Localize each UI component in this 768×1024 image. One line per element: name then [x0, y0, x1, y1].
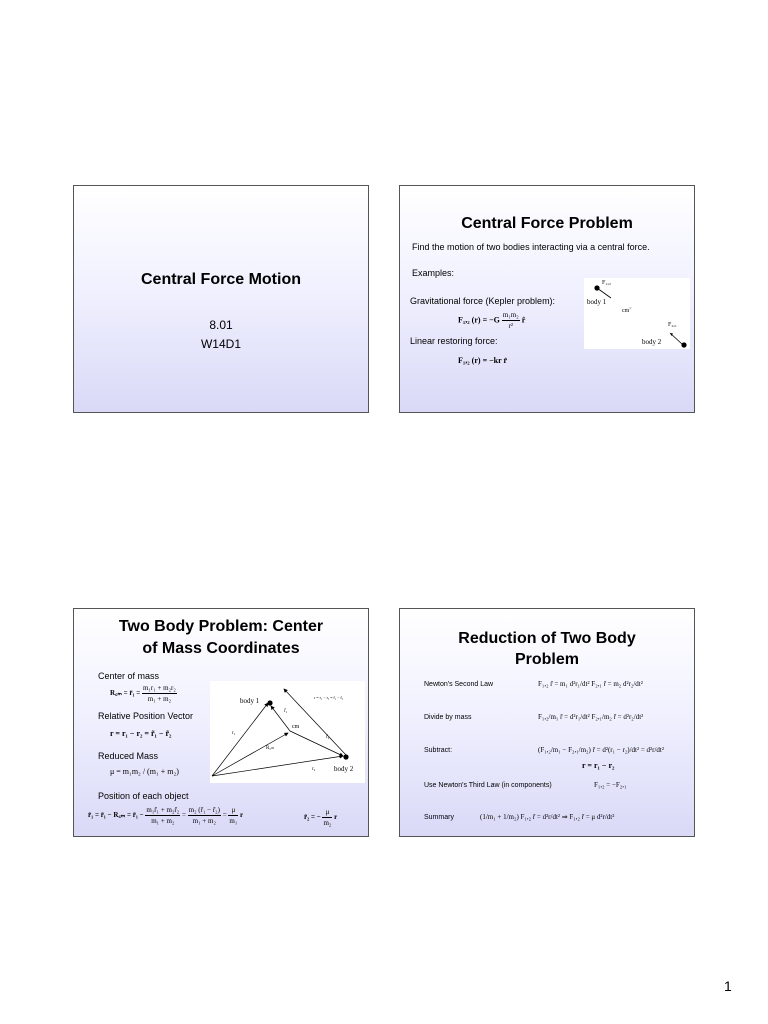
pos-eq-lhs: r̃₁ = r̃₁ − R꜀ₘ = r̃₁ −	[88, 811, 144, 820]
cm-marker: ×	[629, 307, 632, 312]
body-2-dot	[681, 342, 686, 347]
position-label: Position of each object	[98, 791, 189, 801]
body-2-dot	[343, 754, 348, 759]
grav-eq-rhs: r̂	[521, 315, 526, 325]
gravitational-label: Gravitational force (Kepler problem):	[410, 296, 556, 306]
slide-title-line2: Problem	[514, 651, 579, 668]
rcm-vector	[212, 733, 288, 776]
slide-two-body-com	[73, 608, 369, 837]
r1-label: r₁	[232, 731, 236, 736]
linear-label: Linear restoring force:	[410, 336, 498, 346]
pos-eq-den2: m₁ + m₂	[192, 817, 216, 825]
row-label-summary: Summary	[424, 814, 454, 821]
com-eq-lhs: R꜀ₘ = r̃₁ =	[110, 689, 141, 698]
slide-central-force-motion	[73, 185, 369, 413]
slide-central-force-problem	[399, 185, 695, 413]
central-force-svg	[584, 278, 690, 349]
pos-eq2-lhs: r̃₂ = −	[304, 813, 321, 822]
relative-vector-label: r = r₁ − r₂ = r̃₁ − r̃₂	[314, 695, 344, 700]
center-of-mass-label: Center of mass	[98, 671, 160, 681]
relative-position-label: Relative Position Vector	[98, 711, 194, 721]
slide-title-line1: Reduction of Two Body	[458, 630, 636, 647]
pos-eq-den3: m₁	[229, 817, 238, 825]
r2-vector	[212, 756, 343, 776]
reduced-mass-label: Reduced Mass	[98, 751, 159, 761]
position-equation-1	[88, 805, 243, 826]
row-label-divide-by-mass: Divide by mass	[424, 714, 472, 721]
f12-label: F₁,₂	[602, 280, 612, 286]
f21-label: F₂,₁	[668, 322, 678, 328]
body-1-label: body 1	[240, 697, 260, 705]
course-number: 8.01	[209, 318, 233, 332]
row-label-subtract: Subtract:	[424, 747, 453, 754]
row-label-third-law: Use Newton's Third Law (in components)	[424, 782, 552, 789]
page-number: 1	[724, 978, 732, 994]
row-eq-relative: r = r₁ − r₂	[582, 761, 615, 770]
grav-eq-num: m₁m₂	[502, 311, 519, 319]
pos-eq-num1: m₁r̃₁ + m₂r̃₂	[146, 806, 180, 814]
r1-vector	[212, 703, 268, 776]
cm-label: cm	[292, 724, 300, 730]
slide-title: Central Force Motion	[140, 271, 301, 288]
body-1-dot	[267, 700, 272, 705]
grav-eq-lhs: F₁,₂ (r) = −G	[458, 315, 500, 325]
body-2-label: body 2	[334, 765, 354, 773]
linear-equation: F₁,₂ (r) = −kr r̂	[458, 356, 508, 365]
body-2-label: body 2	[642, 338, 662, 346]
pos-eq-den1: m₁ + m₂	[151, 817, 175, 825]
gravitational-equation	[458, 310, 525, 331]
pos-eq-rhs: r	[240, 811, 244, 820]
slide-title-line1: Two Body Problem: Center	[118, 618, 324, 635]
row-eq-subtract: (F₁,₂/m₁ − F₂,₁/m₂) r̂ = d²(r₁ − r₂)/dt² = d²r/dt²	[538, 746, 664, 754]
grav-eq-den: r²	[508, 322, 514, 330]
com-coordinates-diagram	[210, 681, 365, 783]
pos-eq-mid: =	[181, 811, 186, 820]
body-1-dot	[594, 285, 599, 290]
slide-reduction-two-body	[399, 608, 695, 837]
pos-eq-num2: m₂ (r̃₁ − r̃₂)	[188, 806, 220, 814]
reduced-mass-equation: μ = m₁m₂ / (m₁ + m₂)	[110, 767, 179, 776]
row-eq-newton-second-law: F₁,₂ r̂ = m₁ d²r₁/dt² F₂,₁ r̂ = m₂ d²r₂/dt²	[538, 680, 643, 688]
session-code: W14D1	[200, 337, 241, 351]
central-force-diagram	[584, 278, 690, 349]
position-equation-2	[304, 807, 337, 828]
pos-eq-mid2: =	[222, 811, 227, 820]
pos-eq-num3: μ	[228, 805, 238, 816]
r2-prime-label: r̃₂	[326, 735, 330, 740]
slide-title: Central Force Problem	[461, 215, 633, 232]
row-eq-summary: (1/m₁ + 1/m₂) F₁,₂ r̂ = d²r/dt² ⇒ F₁,₂ r̂ = μ d²r/dt²	[480, 813, 615, 821]
r1-prime-label: r̃₁	[284, 709, 288, 714]
pos-eq2-den: m₂	[323, 819, 332, 827]
pos-eq2-rhs: r	[334, 813, 338, 822]
examples-label: Examples:	[412, 268, 455, 278]
row-label-newton-second-law: Newton's Second Law	[424, 681, 494, 688]
intro-text: Find the motion of two bodies interacting via a central force.	[412, 242, 650, 252]
row-eq-divide-by-mass: F₁,₂/m₁ r̂ = d²r₁/dt² F₂,₁/m₂ r̂ = d²r₂/dt²	[538, 713, 644, 721]
slide-title-line2: of Mass Coordinates	[142, 640, 300, 657]
pos-eq2-num: μ	[322, 807, 332, 818]
body-1-label: body 1	[587, 298, 607, 306]
com-eq-num: m₁r₁ + m₂r₂	[143, 684, 176, 692]
center-of-mass-equation	[110, 683, 177, 704]
com-eq-den: m₁ + m₂	[147, 695, 172, 703]
cm-label: cm	[622, 308, 630, 314]
row-eq-third-law: F₁,₂ = −F₂,₁	[594, 781, 627, 789]
rcm-label: R꜀ₘ	[266, 746, 275, 751]
r2-label: r₂	[312, 767, 316, 772]
relative-position-equation: r = r₁ − r₂ = r̃₁ − r̃₂	[110, 729, 172, 738]
